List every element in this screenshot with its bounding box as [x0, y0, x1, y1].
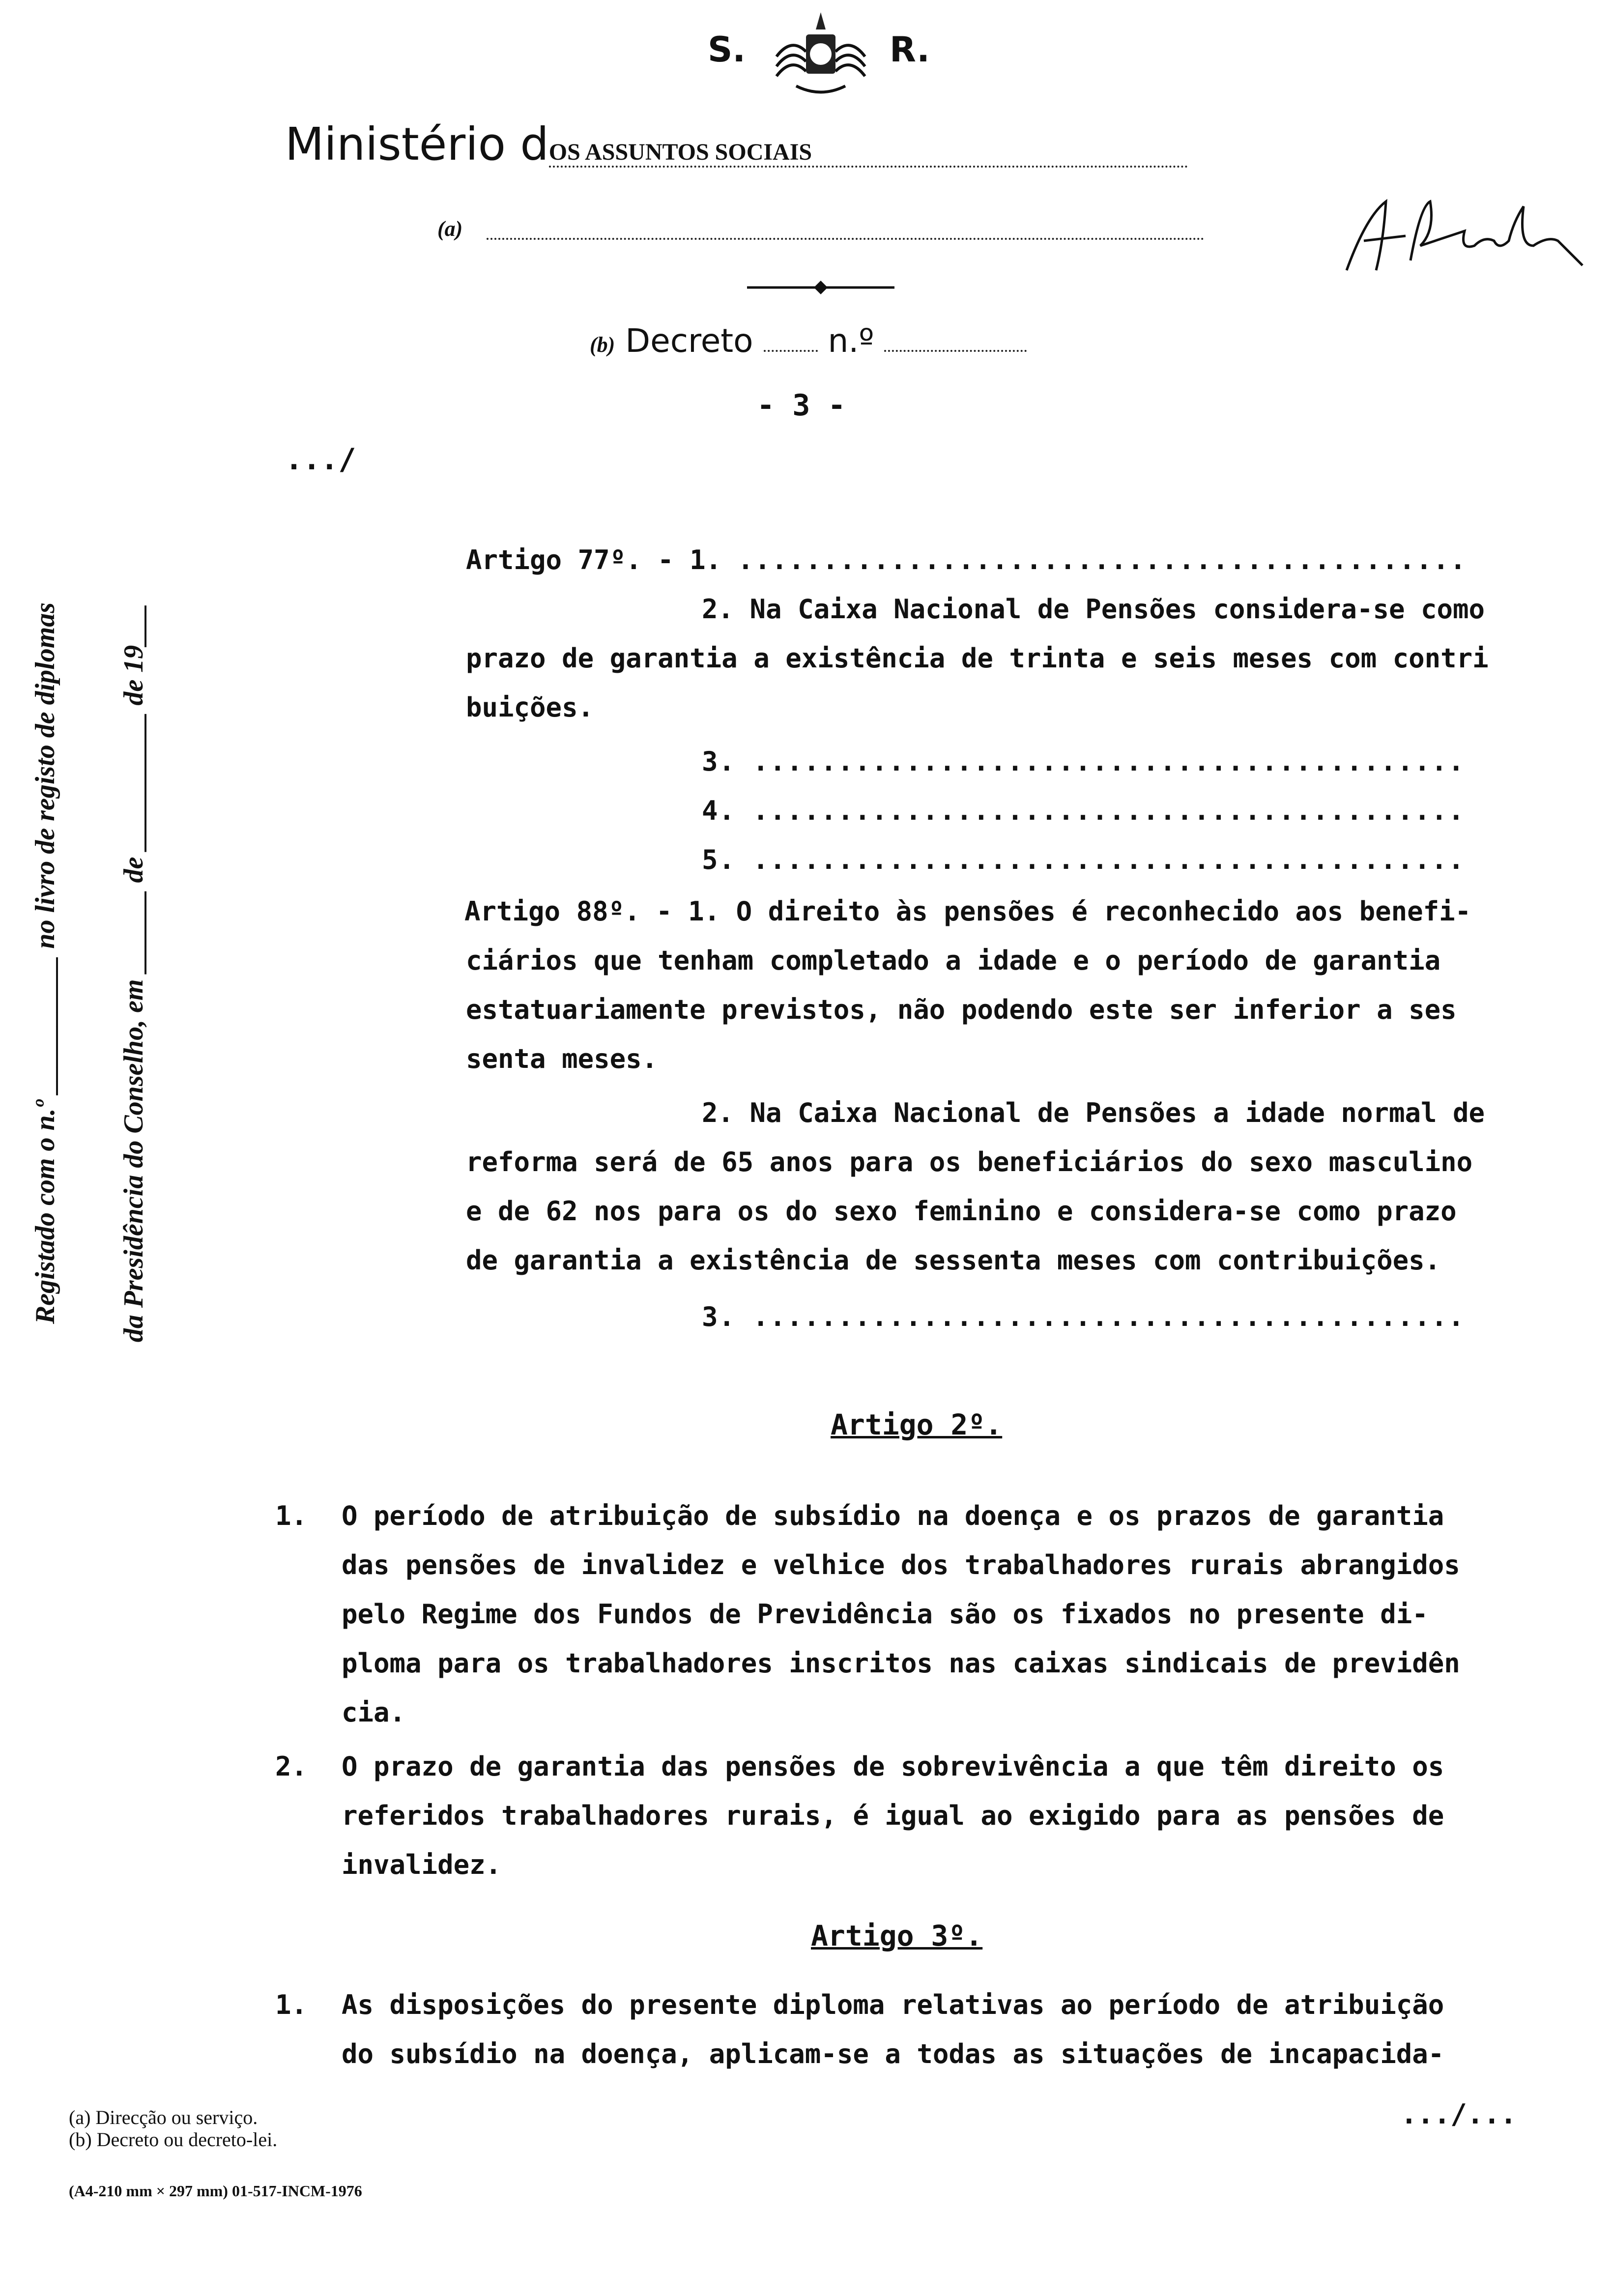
art88-line3: estatuariamente previstos, não podendo este ser inferior a ses [466, 994, 1457, 1025]
art88-p3: 3. .......................................... [702, 1301, 1465, 1332]
art88-line1: Artigo 88º. - 1. O direito às pensões é reconhecido aos benefi- [464, 896, 1471, 927]
decree-marker: (b) [590, 333, 615, 357]
continuation-to: ...∕... [1401, 2098, 1517, 2130]
art77-p4: 4. .......................................... [702, 795, 1465, 826]
ministry-line [285, 118, 1188, 171]
art77-p5: 5. .......................................... [702, 844, 1465, 875]
art77-p2-line1: 2. Na Caixa Nacional de Pensões considera-se como [702, 594, 1485, 625]
art2-heading: Artigo 2º. [831, 1408, 1003, 1441]
art2-p2-line1: O prazo de garantia das pensões de sobrevivência a que têm direito os [342, 1751, 1444, 1782]
art88-p2-line1: 2. Na Caixa Nacional de Pensões a idade normal de [702, 1097, 1485, 1128]
page-number: - 3 - [757, 388, 846, 423]
header-left-initial: S. [708, 29, 746, 70]
art3-p1-line1: As disposições do presente diploma relativas ao período de atribuição [342, 1989, 1444, 2020]
art2-p2-line3: invalidez. [342, 1849, 502, 1880]
art77-p1-dots: ........................................... [737, 545, 1467, 575]
side-note-line2: da Presidência do Conselho, em ______ de __________ de 19___ [118, 603, 149, 1343]
art2-p1-line2: das pensões de invalidez e velhice dos trabalhadores rurais abrangidos [342, 1550, 1460, 1580]
art88-p2-line2: reforma será de 65 anos para os beneficiários do sexo masculino [466, 1147, 1473, 1177]
side-note-line1: Registado com o n.º __________ no livro de registo de diplomas [30, 602, 60, 1324]
art2-p1-line3: pelo Regime dos Fundos de Previdência são os fixados no presente di- [342, 1599, 1428, 1630]
art3-p1-line2: do subsídio na doença, aplicam-se a todas as situações de incapacida- [342, 2038, 1444, 2069]
number-label: n.º [828, 322, 874, 360]
decree-blank [764, 350, 818, 352]
form-reference: (A4-210 mm × 297 mm) 01-517-INCM-1976 [69, 2182, 362, 2200]
direction-line [487, 236, 1204, 240]
footnote-a: (a) Direcção ou serviço. [69, 2106, 258, 2128]
art2-p2-line2: referidos trabalhadores rurais, é igual ao exigido para as pensões de [342, 1800, 1444, 1831]
art2-p1-line4: ploma para os trabalhadores inscritos nas caixas sindicais de previdên [342, 1648, 1460, 1679]
art77-label: Artigo 77º. - 1. [466, 545, 722, 575]
ministry-prefix: Ministério d [285, 118, 549, 171]
handwritten-signature [1337, 187, 1592, 285]
header-right-initial: R. [890, 29, 930, 70]
continuation-from: ...∕ [285, 442, 356, 477]
art2-number-1: 1. [275, 1500, 308, 1531]
art77-p2-line2: prazo de garantia a existência de trinta e seis meses com contri [466, 643, 1489, 674]
art88-line4: senta meses. [466, 1043, 658, 1074]
art77-line [466, 536, 1467, 585]
art2-number-2: 2. [275, 1751, 308, 1782]
decree-label: Decreto [625, 322, 753, 360]
art88-p2-line4: de garantia a existência de sessenta meses com contribuições. [466, 1245, 1441, 1276]
art77-p3: 3. .......................................... [702, 746, 1465, 777]
ministry-name: OS ASSUNTOS SOCIAIS [549, 139, 1188, 168]
coat-of-arms-emblem [767, 7, 875, 101]
art88-p2-line3: e de 62 nos para os do sexo feminino e considera-se como prazo [466, 1196, 1457, 1227]
number-blank [884, 350, 1027, 352]
art77-p2-line3: buições. [466, 692, 594, 723]
art3-number-1: 1. [275, 1989, 308, 2020]
art3-heading: Artigo 3º. [811, 1919, 983, 1952]
decree-line [590, 322, 1027, 360]
art2-p1-line1: O período de atribuição de subsídio na doença e os prazos de garantia [342, 1500, 1444, 1531]
footnote-b: (b) Decreto ou decreto-lei. [69, 2128, 278, 2151]
ornament-divider [747, 278, 894, 297]
direction-marker: (a) [437, 217, 463, 241]
art88-line2: ciários que tenham completado a idade e o período de garantia [466, 945, 1441, 976]
art2-p1-line5: cia. [342, 1697, 406, 1728]
